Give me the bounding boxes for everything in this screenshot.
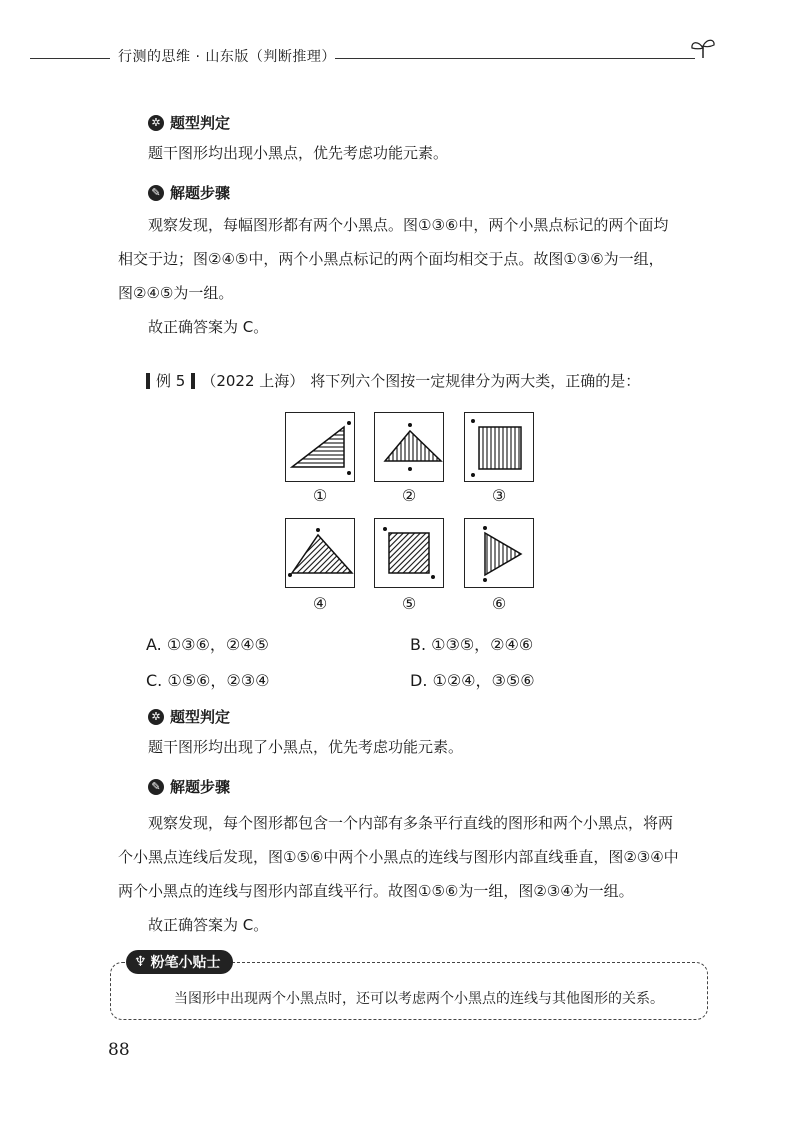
pencil-icon: ✎ bbox=[148, 185, 164, 201]
figure-2 bbox=[374, 412, 444, 482]
figure-1 bbox=[285, 412, 355, 482]
figure-label-4: ④ bbox=[312, 594, 328, 613]
figure-4 bbox=[285, 518, 355, 588]
header-rule-left bbox=[30, 58, 110, 59]
answer-line: 故正确答案为 C。 bbox=[148, 318, 269, 336]
steps2-line-3: 两个小黑点的连线与图形内部直线平行。故图①⑤⑥为一组，图②③④为一组。 bbox=[118, 882, 634, 900]
figure-label-3: ③ bbox=[491, 486, 507, 505]
tip-text: 当图形中出现两个小黑点时，还可以考虑两个小黑点的连线与其他图形的关系。 bbox=[174, 991, 664, 1007]
type-judgment-text-2: 题干图形均出现了小黑点，优先考虑功能元素。 bbox=[148, 738, 464, 756]
option-c: C. ①⑤⑥，②③④ bbox=[146, 671, 270, 690]
solution-steps-heading: ✎ 解题步骤 bbox=[148, 182, 230, 203]
figure-label-1: ① bbox=[312, 486, 328, 505]
steps2-line-1: 观察发现，每个图形都包含一个内部有多条平行直线的图形和两个小黑点，将两 bbox=[148, 814, 674, 832]
solution-steps-heading-2: ✎ 解题步骤 bbox=[148, 776, 230, 797]
figure-label-6: ⑥ bbox=[491, 594, 507, 613]
tip-label: ♆ 粉笔小贴士 bbox=[126, 950, 233, 974]
gear-icon: ✲ bbox=[148, 115, 164, 131]
sprout-icon: ♆ bbox=[134, 954, 147, 970]
example-bar-left bbox=[146, 373, 150, 389]
header-rule-right bbox=[335, 58, 695, 59]
option-a: A. ①③⑥，②④⑤ bbox=[146, 635, 269, 654]
running-header: 行测的思维 · 山东版（判断推理） bbox=[118, 49, 336, 65]
example-bar-right bbox=[191, 373, 195, 389]
figure-3 bbox=[464, 412, 534, 482]
example-question-text: 将下列六个图按一定规律分为两大类，正确的是： bbox=[310, 372, 641, 390]
steps2-line-2: 个小黑点连线后发现，图①⑤⑥中两个小黑点的连线与图形内部直线垂直，图②③④中 bbox=[118, 848, 679, 866]
gear-icon: ✲ bbox=[148, 709, 164, 725]
example-question bbox=[146, 370, 640, 391]
type-judgment-heading: ✲ 题型判定 bbox=[148, 112, 230, 133]
type-judgment-heading-2: ✲ 题型判定 bbox=[148, 706, 230, 727]
steps-line-1: 观察发现，每幅图形都有两个小黑点。图①③⑥中，两个小黑点标记的两个面均 bbox=[148, 216, 669, 234]
sprout-icon bbox=[688, 36, 718, 60]
option-b: B. ①③⑤，②④⑥ bbox=[410, 635, 534, 654]
page-number: 88 bbox=[108, 1040, 130, 1060]
steps-line-3: 图②④⑤为一组。 bbox=[118, 284, 234, 302]
steps-line-2: 相交于边；图②④⑤中，两个小黑点标记的两个面均相交于点。故图①③⑥为一组， bbox=[118, 250, 664, 268]
figure-5 bbox=[374, 518, 444, 588]
answer-line-2: 故正确答案为 C。 bbox=[148, 916, 269, 934]
pencil-icon: ✎ bbox=[148, 779, 164, 795]
example-source: （2022 上海） bbox=[201, 372, 305, 390]
figure-6 bbox=[464, 518, 534, 588]
type-judgment-text: 题干图形均出现小黑点，优先考虑功能元素。 bbox=[148, 144, 449, 162]
example-label: 例 5 bbox=[156, 372, 186, 390]
figure-label-2: ② bbox=[401, 486, 417, 505]
option-d: D. ①②④，③⑤⑥ bbox=[410, 671, 535, 690]
figure-label-5: ⑤ bbox=[401, 594, 417, 613]
